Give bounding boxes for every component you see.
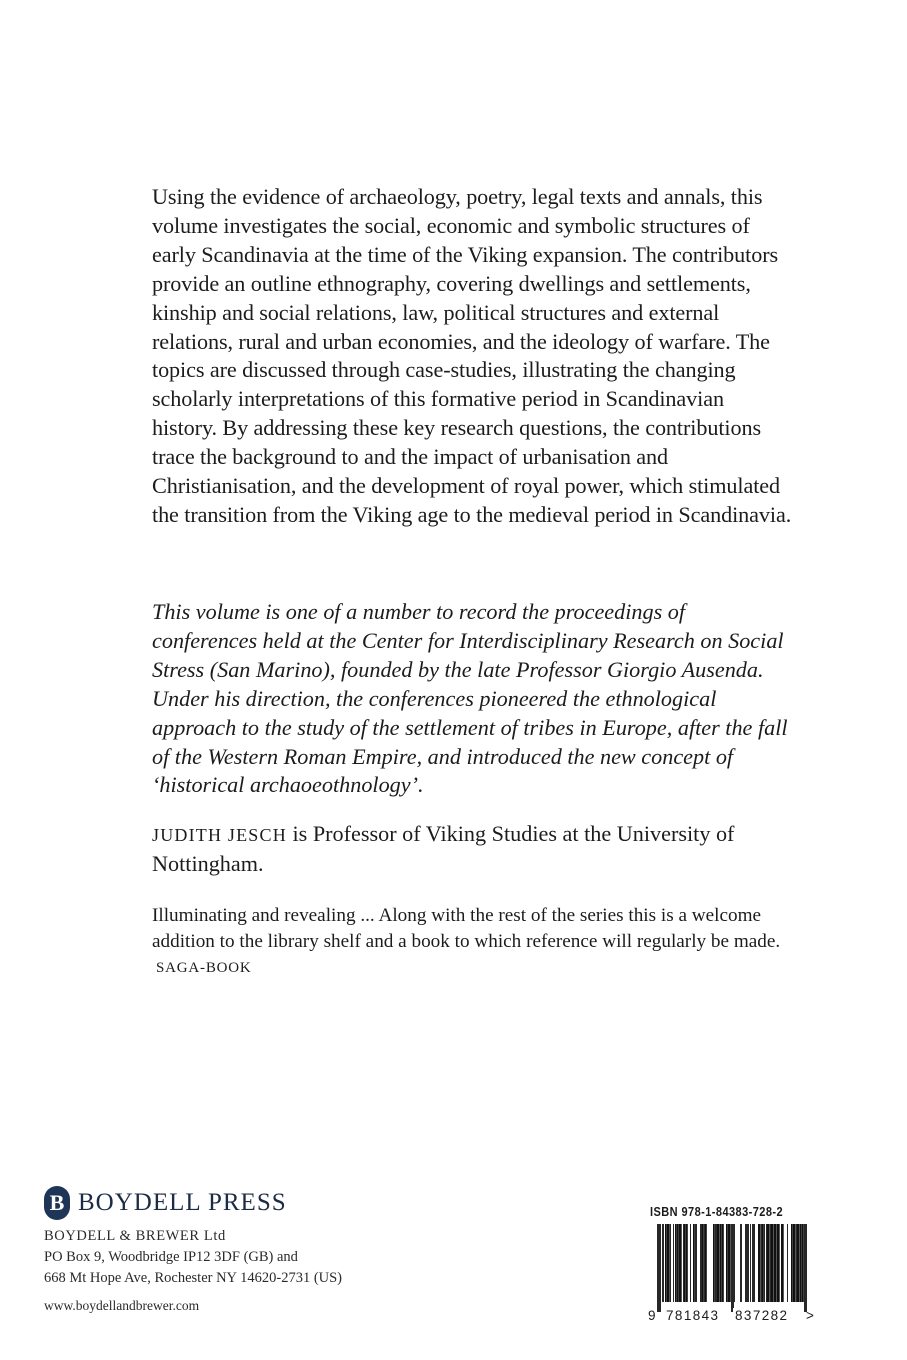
barcode-bar — [781, 1224, 784, 1302]
barcode-bar — [673, 1224, 674, 1302]
barcode-digits-right: 837282 — [735, 1308, 789, 1323]
barcode-bar — [713, 1224, 715, 1302]
publisher-name: BOYDELL PRESS — [78, 1189, 287, 1216]
barcode-bar — [802, 1224, 804, 1302]
barcode-bar — [663, 1224, 664, 1302]
author-name: JUDITH JESCH — [152, 825, 287, 845]
barcode-bar — [720, 1224, 722, 1302]
barcode-bar — [787, 1224, 788, 1302]
barcode-bar — [758, 1224, 761, 1302]
barcode-bar — [690, 1224, 691, 1302]
barcode-bar — [701, 1224, 702, 1302]
barcode-bar — [684, 1224, 686, 1302]
barcode-bar — [805, 1224, 806, 1312]
publisher-address-us: 668 Mt Hope Ave, Rochester NY 14620-2731 (US) — [44, 1270, 343, 1286]
barcode-bar — [696, 1224, 697, 1302]
barcode-bar — [767, 1224, 770, 1302]
review-quote-block — [152, 903, 792, 982]
barcode-bar — [658, 1224, 659, 1312]
barcode-bar — [764, 1224, 765, 1302]
publisher-logo: B — [44, 1186, 70, 1220]
barcode-bar — [793, 1224, 796, 1302]
barcode-bar — [800, 1224, 802, 1302]
barcode-bar — [659, 1224, 660, 1312]
barcode-bar — [741, 1224, 742, 1302]
barcode-bar — [791, 1224, 793, 1302]
barcode-bars — [657, 1224, 807, 1312]
barcode-bar — [752, 1224, 753, 1302]
barcode-bar — [662, 1224, 663, 1302]
barcode-bar — [750, 1224, 751, 1302]
publisher-address-uk: PO Box 9, Woodbridge IP12 3DF (GB) and — [44, 1249, 298, 1265]
barcode-bar — [804, 1224, 805, 1312]
barcode-bar — [695, 1224, 696, 1302]
barcode-bar — [665, 1224, 667, 1302]
publisher-block — [44, 1186, 464, 1314]
barcode-bar — [754, 1224, 755, 1302]
barcode-bar — [762, 1224, 764, 1302]
barcode-bar — [677, 1224, 679, 1302]
barcode-bar — [679, 1224, 682, 1302]
barcode-bar — [660, 1224, 661, 1312]
barcode-bar — [700, 1224, 701, 1302]
barcode-bar — [797, 1224, 800, 1302]
barcode-bar — [716, 1224, 717, 1302]
barcode-bar — [734, 1224, 735, 1302]
publisher-company: BOYDELL & BREWER Ltd — [44, 1228, 226, 1244]
barcode-bar — [740, 1224, 741, 1302]
barcode-bar — [657, 1224, 658, 1312]
barcode-bar — [748, 1224, 749, 1302]
barcode-bar — [774, 1224, 777, 1302]
barcode-bar — [704, 1224, 705, 1302]
barcode-bar — [667, 1224, 670, 1302]
barcode-bar — [675, 1224, 677, 1302]
barcode-bar — [683, 1224, 684, 1302]
barcode-bar — [796, 1224, 797, 1302]
barcode-digits — [648, 1308, 813, 1326]
publisher-header — [44, 1186, 464, 1220]
publisher-address — [44, 1226, 464, 1289]
barcode-bar — [761, 1224, 762, 1302]
barcode-bar — [777, 1224, 780, 1302]
barcode-digits-left: 781843 — [666, 1308, 720, 1323]
barcode-bar — [722, 1224, 724, 1302]
barcode-bar — [733, 1224, 734, 1312]
barcode — [648, 1224, 813, 1326]
author-bio — [152, 820, 792, 879]
barcode-bar — [806, 1224, 807, 1312]
publisher-website: www.boydellandbrewer.com — [44, 1298, 200, 1313]
description-paragraph: Using the evidence of archaeology, poetry, legal texts and annals, this volume investigates the social, economic and symbolic structures of early Scandinavia at the time of the Viking expansion. The contributors provide an outline ethnography, covering dwellings and settlements, kinship and social relations, law, political structures and external relations, rural and urban economies, and the ideology of warfare. The topics are discussed through case-studies, illustrating the changing scholarly interpretations of this formative period in Scandinavian history. By addressing these key research questions, the contributions trace the background to and the impact of urbanisation and Christianisation, and the development of royal power, which stimulated the transition from the Viking age to the medieval period in Scandinavia. — [152, 184, 792, 527]
barcode-bar — [732, 1224, 733, 1312]
barcode-arrow: > — [806, 1308, 814, 1323]
barcode-bar — [670, 1224, 671, 1302]
series-note: This volume is one of a number to record the proceedings of conferences held at the Center for Interdisciplinary Research on Social Stress (San Marino), founded by the late Professor Giorgio Ausenda. Under his direction, the conferences pioneered the ethnological approach to the study of the settlement of tribes in Europe, after the fall of the Western Roman Empire, and introduced the new concept of ‘historical archaoeothnology’. — [152, 599, 788, 798]
barcode-bar — [746, 1224, 747, 1302]
barcode-bar — [705, 1224, 707, 1302]
isbn-label: ISBN 978-1-84383-728-2 — [650, 1204, 784, 1219]
barcode-bar — [717, 1224, 720, 1302]
review-quote: Illuminating and revealing ... Along with the rest of the series this is a welcome addition to the library shelf and a book to which reference will regularly be made. — [152, 905, 781, 952]
barcode-bar — [770, 1224, 771, 1302]
barcode-bar — [702, 1224, 704, 1302]
barcode-bar — [693, 1224, 695, 1302]
barcode-bar — [731, 1224, 732, 1312]
barcode-bar — [686, 1224, 688, 1302]
barcode-bar — [728, 1224, 731, 1302]
barcode-bar — [726, 1224, 728, 1302]
barcode-bar — [766, 1224, 767, 1302]
review-source: SAGA-BOOK — [156, 960, 252, 977]
barcode-bar — [771, 1224, 774, 1302]
barcode-digit-first: 9 — [648, 1308, 656, 1323]
barcode-bar — [745, 1224, 746, 1302]
barcode-bar — [747, 1224, 748, 1302]
barcode-bar — [753, 1224, 754, 1302]
author-description: is Professor of Viking Studies at the University of Nottingham. — [152, 821, 735, 876]
barcode-bar — [715, 1224, 716, 1302]
